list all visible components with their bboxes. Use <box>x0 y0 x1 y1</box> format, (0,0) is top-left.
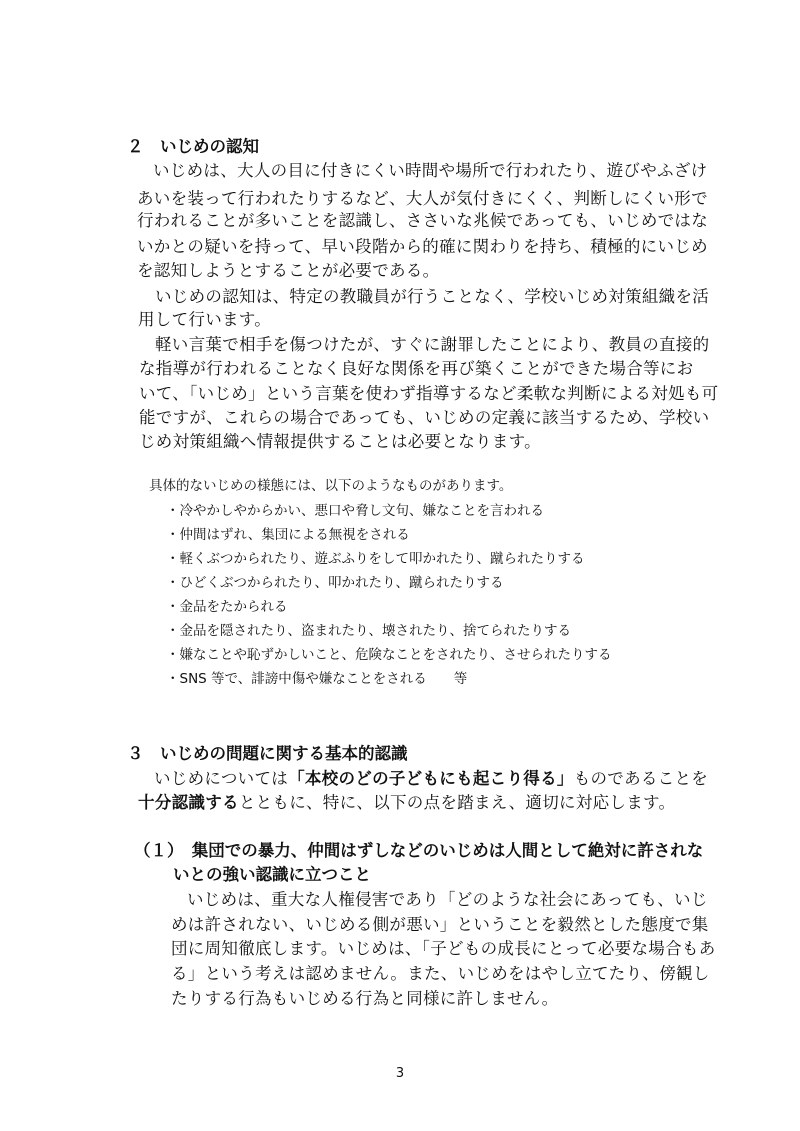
section2-p3-line: いて、「いじめ」という言葉を使わず指導するなど柔軟な判断による対処も可 <box>139 384 719 403</box>
example-item: ・ひどくぶつかられたり、叩かれたり、蹴られたりする <box>166 575 504 591</box>
subsection1-heading: （１） 集団での暴力、仲間はずしなどのいじめは人間として絶対に許されな <box>134 841 704 860</box>
example-item: ・SNS 等で、誹謗中傷や嫌なことをされる 等 <box>166 671 468 687</box>
page-number: 3 <box>395 1066 405 1081</box>
subsection1-body-line: 団に周知徹底します。いじめは、「子どもの成長にとって必要な場合もあ <box>171 939 716 958</box>
subsection1-body-line: る」という考えは認めません。また、いじめをはやし立てたり、傍観し <box>171 964 710 983</box>
section2-p1-line: 行われることが多いことを認識し、ささいな兆候であっても、いじめではな <box>137 211 709 230</box>
subsection1-body-line: いじめは、重大な人権侵害であり「どのような社会にあっても、いじ <box>187 890 708 909</box>
section2-p1-line: あいを装って行われたりするなど、大人が気付きにくく、判断しにくい形で <box>137 189 708 208</box>
section2-p1-line: を認知しようとすることが必要である。 <box>137 261 440 280</box>
section2-p3-line: な指導が行われることなく良好な関係を再び築くことができた場合等にお <box>139 359 694 378</box>
section2-p1-line: いかとの疑いを持って、早い段階から的確に関わりを持ち、積極的にいじめ <box>137 237 708 256</box>
examples-intro: 具体的ないじめの様態には、以下のようなものがあります。 <box>149 478 513 494</box>
example-item: ・金品を隠されたり、盗まれたり、壊されたり、捨てられたりする <box>166 623 571 639</box>
example-item: ・冷やかしやからかい、悪口や脅し文句、嫌なことを言われる <box>166 503 544 519</box>
section2-p2-line: 用して行います。 <box>138 310 272 329</box>
example-item: ・嫌なことや恥ずかしいこと、危険なことをされたり、させられたりする <box>166 647 612 663</box>
subsection1-body-line: たりする行為もいじめる行為と同様に許しません。 <box>171 989 559 1008</box>
example-item: ・仲間はずれ、集団による無視をされる <box>166 527 410 543</box>
section2-p3-line: 軽い言葉で相手を傷つけたが、すぐに謝罪したことにより、教員の直接的 <box>155 335 710 354</box>
subsection1-heading-cont: いとの強い認識に立つこと <box>173 865 371 884</box>
section2-p1-line: いじめは、大人の目に付きにくい時間や場所で行われたり、遊びやふざけ <box>153 161 708 180</box>
section3-intro-line-2: 十分認識するとともに、特に、以下の点を踏まえ、適切に対応します。 <box>138 793 676 812</box>
section2-p3-line: じめ対策組織へ情報提供することは必要となります。 <box>139 432 541 451</box>
example-item: ・金品をたかられる <box>166 599 288 615</box>
example-item: ・軽くぶつかられたり、遊ぶふりをして叩かれたり、蹴られたりする <box>166 551 585 567</box>
section3-heading: ３ いじめの問題に関する基本的認識 <box>127 744 408 763</box>
section3-intro-line-1: いじめについては「本校のどの子どもにも起こり得る」ものであることを <box>154 769 709 788</box>
section2-p2-line: いじめの認知は、特定の教職員が行うことなく、学校いじめ対策組織を活 <box>155 287 710 306</box>
section2-p3-line: 能ですが、これらの場合であっても、いじめの定義に該当するため、学校い <box>139 408 710 427</box>
section2-heading: ２ いじめの認知 <box>127 137 259 156</box>
subsection1-body-line: めは許されない、いじめる側が悪い」ということを毅然とした態度で集 <box>171 915 709 934</box>
